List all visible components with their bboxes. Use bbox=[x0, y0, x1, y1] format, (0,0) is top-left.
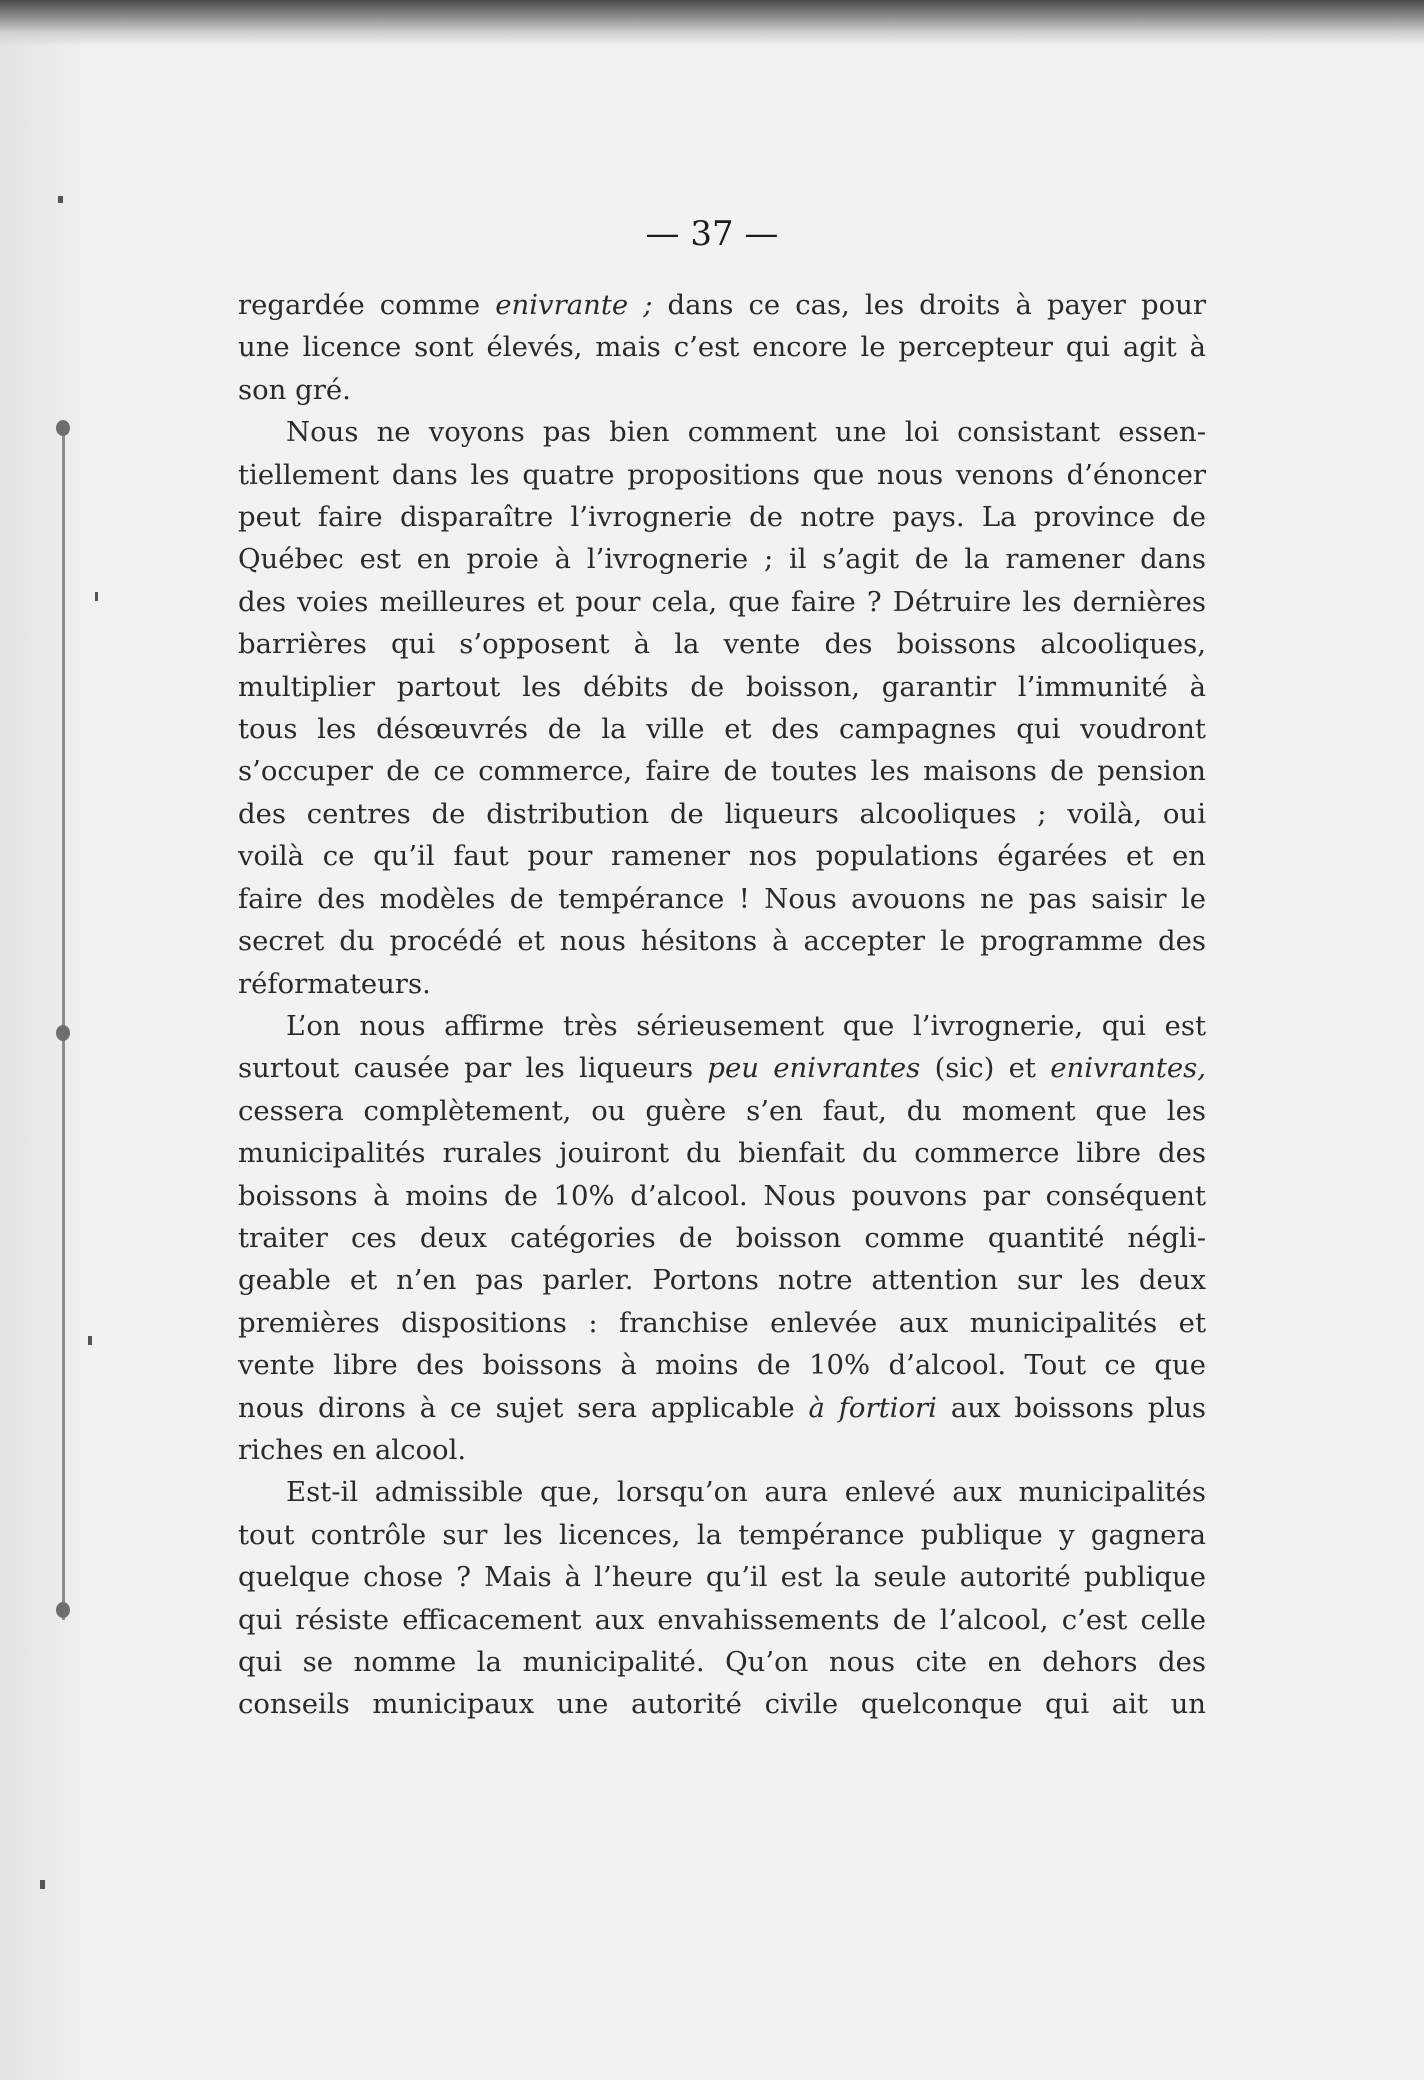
scan-speck bbox=[95, 592, 98, 601]
text-line: son gré. bbox=[238, 373, 351, 406]
text-line: Est-il admissible que, lorsqu’on aura enlevé aux municipalités bbox=[286, 1476, 1206, 1509]
text-line: multiplier partout les débits de boisson, garantir l’immunité à bbox=[238, 670, 1206, 703]
text-line: Nous ne voyons pas bien comment une loi consistant essen- bbox=[286, 416, 1206, 449]
italic-text: peu enivrantes bbox=[707, 1052, 921, 1085]
text-line: cessera complètement, ou guère s’en faut, du moment que les bbox=[238, 1094, 1206, 1127]
italic-text: enivrante ; bbox=[495, 289, 653, 321]
text-line: voilà ce qu’il faut pour ramener nos populations égarées et en bbox=[238, 840, 1206, 873]
scan-top-shadow bbox=[0, 0, 1424, 46]
scan-speck bbox=[58, 196, 63, 203]
text-line: regardée comme enivrante ; dans ce cas, les droits à payer pour bbox=[238, 289, 1206, 321]
text-line: boissons à moins de 10% d’alcool. Nous pouvons par conséquent bbox=[238, 1179, 1206, 1212]
text-line: tous les désœuvrés de la ville et des campagnes qui voudront bbox=[238, 713, 1206, 746]
scan-speck bbox=[40, 1880, 45, 1889]
text-line: qui résiste efficacement aux envahissements de l’alcool, c’est celle bbox=[238, 1603, 1206, 1636]
text-line: peut faire disparaître l’ivrognerie de notre pays. La province de bbox=[238, 501, 1206, 534]
binding-thread bbox=[62, 1040, 65, 1620]
binding-knot bbox=[56, 420, 70, 436]
text-line: municipalités rurales jouiront du bienfait du commerce libre des bbox=[238, 1137, 1206, 1170]
binding-thread bbox=[62, 425, 65, 1035]
text-line: conseils municipaux une autorité civile quelconque qui ait un bbox=[238, 1688, 1206, 1721]
text-line: des voies meilleures et pour cela, que faire ? Détruire les dernières bbox=[238, 585, 1206, 618]
binding-knot bbox=[56, 1025, 70, 1041]
text-line: nous dirons à ce sujet sera applicable à fortiori aux boissons plus bbox=[238, 1391, 1207, 1424]
text-line: traiter ces deux catégories de boisson comme quantité négli- bbox=[238, 1221, 1206, 1254]
paragraph bbox=[238, 411, 1206, 1005]
binding-knot bbox=[56, 1602, 70, 1618]
text-line: L’on nous affirme très sérieusement que l’ivrognerie, qui est bbox=[286, 1009, 1206, 1042]
text-line: riches en alcool. bbox=[238, 1433, 467, 1466]
text-line: premières dispositions : franchise enlevée aux municipalités et bbox=[238, 1306, 1206, 1339]
text-line: faire des modèles de tempérance ! Nous avouons ne pas saisir le bbox=[238, 882, 1206, 915]
text-line: quelque chose ? Mais à l’heure qu’il est la seule autorité publique bbox=[238, 1561, 1206, 1594]
text-line: barrières qui s’opposent à la vente des boissons alcooliques, bbox=[238, 628, 1206, 661]
text-line: surtout causée par les liqueurs peu enivrantes (sic) et enivrantes, bbox=[238, 1052, 1206, 1085]
text-line: une licence sont élevés, mais c’est encore le percepteur qui agit à bbox=[238, 331, 1206, 364]
body-text bbox=[238, 284, 1206, 1726]
text-line: des centres de distribution de liqueurs alcooliques ; voilà, oui bbox=[238, 797, 1206, 830]
text-line: s’occuper de ce commerce, faire de toutes les maisons de pension bbox=[238, 755, 1206, 788]
text-line: qui se nomme la municipalité. Qu’on nous cite en dehors des bbox=[238, 1646, 1206, 1678]
italic-text: enivrantes, bbox=[1050, 1052, 1206, 1085]
text-line: geable et n’en pas parler. Portons notre attention sur les deux bbox=[238, 1264, 1206, 1297]
paragraph bbox=[238, 284, 1206, 411]
text-line: tiellement dans les quatre propositions que nous venons d’énoncer bbox=[238, 458, 1206, 491]
paragraph bbox=[238, 1471, 1206, 1725]
text-line: réformateurs. bbox=[238, 967, 431, 1000]
text-line: tout contrôle sur les licences, la tempérance publique y gagnera bbox=[238, 1518, 1206, 1551]
italic-text: à fortiori bbox=[808, 1391, 937, 1424]
text-line: vente libre des boissons à moins de 10% d’alcool. Tout ce que bbox=[238, 1349, 1206, 1382]
text-line: Québec est en proie à l’ivrognerie ; il s’agit de la ramener dans bbox=[238, 543, 1206, 576]
page-number: — 37 — bbox=[645, 214, 779, 254]
scan-speck bbox=[88, 1336, 92, 1345]
page-gutter bbox=[0, 0, 80, 2080]
paragraph bbox=[238, 1005, 1206, 1471]
text-line: secret du procédé et nous hésitons à accepter le programme des bbox=[238, 925, 1206, 958]
